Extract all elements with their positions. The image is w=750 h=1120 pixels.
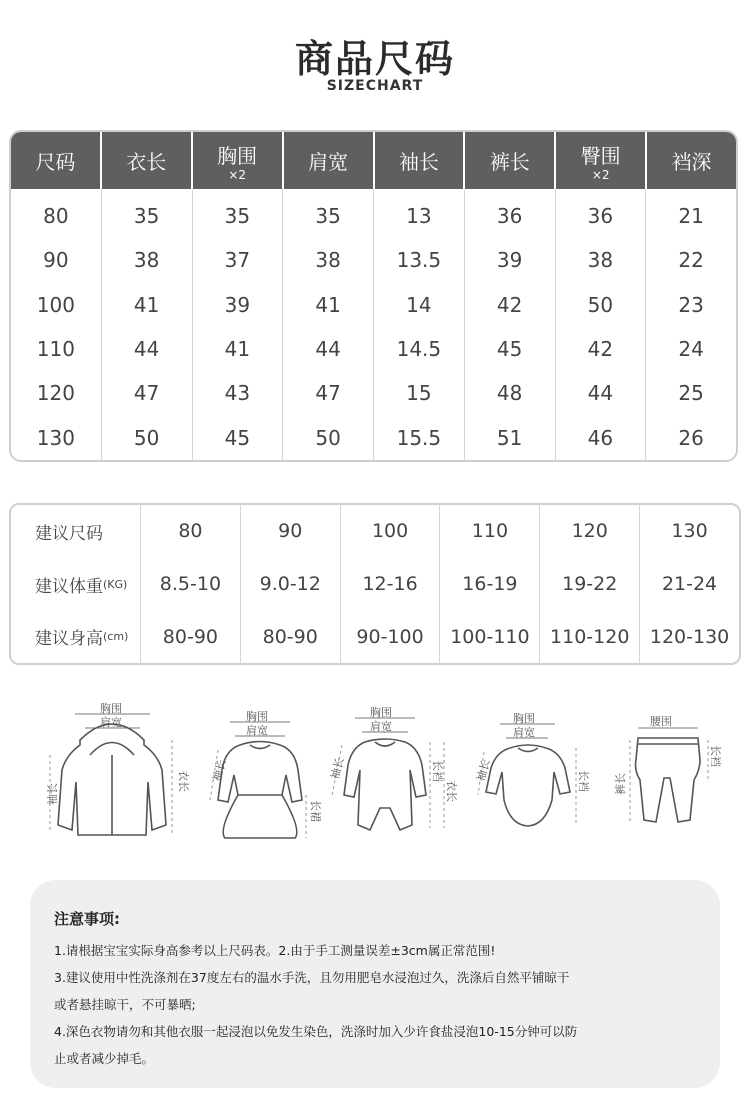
romper-icon — [332, 718, 444, 830]
table-cell: 39 — [496, 248, 523, 273]
recommendation-column — [540, 505, 640, 663]
size-column — [646, 189, 736, 460]
table-cell: 110-120 — [550, 625, 630, 648]
table-cell: 48 — [496, 381, 523, 406]
table-cell: 35 — [133, 204, 160, 229]
table-cell: 90 — [43, 248, 69, 273]
table-cell: 130 — [36, 425, 75, 450]
table-cell: 38 — [587, 248, 614, 273]
garment-measurement-illustration — [40, 700, 730, 850]
table-cell: 38 — [133, 248, 160, 273]
label-suggested-height: 建议身高 (cm) — [35, 629, 129, 650]
column-header-sleeve: 袖长 — [375, 132, 466, 189]
table-cell: 9.0-12 — [259, 573, 321, 595]
recommendation-column — [341, 505, 441, 663]
table-cell: 43 — [224, 381, 251, 406]
table-cell: 100 — [371, 520, 409, 543]
notes-title: 注意事项: — [54, 910, 120, 928]
table-cell: 24 — [678, 337, 704, 362]
table-cell: 44 — [315, 337, 341, 362]
pants-icon — [630, 728, 708, 822]
label-sleeve-1: 袖长 — [46, 783, 59, 805]
table-cell: 8.5-10 — [159, 573, 222, 595]
table-cell: 120 — [571, 520, 608, 543]
label-suggested-size: 建议尺码 — [35, 523, 103, 544]
hooded-jacket-icon — [50, 714, 172, 835]
label-skirt-2: 长裙 — [309, 800, 322, 822]
size-column — [283, 189, 374, 460]
notes-line: 3.建议使用中性洗涤剂在37度左右的温水手洗，且勿用肥皂水浸泡过久，洗涤后自然平铺晾干 — [54, 970, 570, 985]
column-header-shoulder: 肩宽 — [284, 132, 375, 189]
table-cell: 14 — [406, 292, 432, 317]
column-header-size: 尺码 — [11, 132, 102, 189]
table-cell: 35 — [315, 204, 341, 229]
table-cell: 42 — [496, 292, 523, 317]
label-pants-length-5: 裤长 — [614, 773, 627, 795]
table-cell: 45 — [224, 425, 251, 450]
table-cell: 50 — [315, 425, 341, 450]
table-cell: 21 — [678, 204, 704, 229]
column-header-length: 衣长 — [102, 132, 193, 189]
table-cell: 80-90 — [262, 625, 318, 648]
page-subtitle: SIZECHART — [326, 78, 424, 94]
label-sleeve-4: 袖长 — [474, 758, 493, 783]
table-cell: 41 — [133, 292, 160, 317]
label-length-1: 衣长 — [177, 770, 190, 792]
table-cell: 100 — [36, 292, 75, 317]
label-chest-1: 胸围 — [100, 702, 122, 715]
label-shoulder-2: 肩宽 — [246, 724, 268, 737]
label-chest-2: 胸围 — [246, 710, 268, 723]
size-column — [102, 189, 193, 460]
garment-diagrams — [40, 700, 730, 850]
table-cell: 36 — [496, 204, 523, 229]
label-suggested-weight: 建议体重 (KG) — [35, 576, 128, 597]
table-cell: 80 — [178, 520, 203, 543]
page-title: 商品尺码 — [294, 37, 455, 81]
table-cell: 80 — [43, 204, 69, 229]
recommendation-column — [440, 505, 540, 663]
size-column — [374, 189, 465, 460]
table-cell: 45 — [496, 337, 523, 362]
label-shoulder-4: 肩宽 — [513, 726, 535, 739]
label-crotch-5: 长裆 — [709, 745, 722, 767]
size-column — [556, 189, 647, 460]
column-header-crotch: 裆深 — [671, 150, 712, 174]
notes-line: 或者悬挂晾干，不可暴晒; — [54, 997, 196, 1012]
table-cell: 19-22 — [562, 573, 618, 595]
table-cell: 120-130 — [649, 625, 730, 648]
table-cell: 14.5 — [396, 337, 442, 362]
table-cell: 16-19 — [462, 573, 518, 595]
table-cell: 100-110 — [450, 625, 530, 648]
dress-icon — [210, 722, 306, 838]
size-chart-body — [11, 189, 736, 460]
notes-line: 1.请根据宝宝实际身高参考以上尺码表。2.由于手工测量误差±3cm属正常范围! — [54, 943, 496, 958]
size-column — [465, 189, 556, 460]
recommendation-column — [640, 505, 739, 663]
label-chest-4: 胸围 — [513, 712, 535, 725]
recommendation-table — [9, 503, 741, 665]
notes-panel — [30, 880, 720, 1088]
size-column — [193, 189, 284, 460]
label-chest-3: 胸围 — [370, 706, 392, 719]
label-waist-5: 腰围 — [650, 715, 672, 728]
table-cell: 42 — [587, 337, 614, 362]
notes-line: 止或者减少掉毛。 — [54, 1051, 155, 1066]
recommendation-column — [141, 505, 241, 663]
table-cell: 47 — [315, 381, 341, 406]
table-cell: 120 — [36, 381, 75, 406]
label-crotch-4: 长裆 — [577, 770, 590, 792]
table-cell: 15 — [406, 381, 432, 406]
table-cell: 46 — [587, 425, 614, 450]
recommendation-label-column — [11, 505, 141, 663]
table-cell: 35 — [224, 204, 251, 229]
table-cell: 44 — [587, 381, 614, 406]
table-cell: 80-90 — [162, 625, 219, 648]
table-cell: 13.5 — [396, 248, 442, 273]
table-cell: 90-100 — [356, 625, 424, 648]
label-sleeve-3: 袖长 — [328, 756, 347, 781]
table-cell: 110 — [471, 520, 509, 543]
table-cell: 37 — [224, 248, 251, 273]
table-cell: 51 — [496, 425, 523, 450]
table-cell: 41 — [315, 292, 341, 317]
notes-line: 4.深色衣物请勿和其他衣服一起浸泡以免发生染色，洗涤时加入少许食盐浸泡10-15分钟可以防 — [54, 1024, 578, 1039]
size-chart-header — [11, 132, 736, 189]
table-cell: 44 — [133, 337, 160, 362]
table-cell: 22 — [678, 248, 704, 273]
label-shoulder-3: 肩宽 — [370, 720, 392, 733]
table-cell: 23 — [678, 292, 704, 317]
column-header-pants-length: 裤长 — [465, 132, 556, 189]
table-cell: 39 — [224, 292, 251, 317]
label-length-3: 衣长 — [445, 780, 458, 802]
table-cell: 110 — [36, 337, 75, 362]
table-cell: 15.5 — [396, 425, 442, 450]
column-header-chest: 胸围 ×2 — [193, 132, 284, 189]
label-crotch-3: 长裆 — [431, 760, 444, 782]
table-cell: 47 — [133, 381, 160, 406]
table-cell: 38 — [315, 248, 341, 273]
table-cell: 13 — [406, 204, 432, 229]
table-cell: 50 — [133, 425, 160, 450]
bodysuit-icon — [478, 724, 576, 826]
table-cell: 41 — [224, 337, 251, 362]
column-header-hip: 臀围 ×2 — [556, 132, 647, 189]
recommendation-column — [241, 505, 341, 663]
table-cell: 90 — [278, 520, 303, 543]
size-chart-table — [9, 130, 738, 462]
size-column — [11, 189, 102, 460]
table-cell: 50 — [587, 292, 614, 317]
table-cell: 12-16 — [362, 573, 418, 595]
label-sleeve-2: 袖长 — [210, 758, 229, 783]
table-cell: 21-24 — [661, 573, 718, 595]
table-cell: 26 — [678, 425, 704, 450]
table-cell: 130 — [671, 520, 708, 543]
table-cell: 36 — [587, 204, 614, 229]
label-shoulder-1: 肩宽 — [100, 716, 122, 729]
table-cell: 25 — [678, 381, 704, 406]
